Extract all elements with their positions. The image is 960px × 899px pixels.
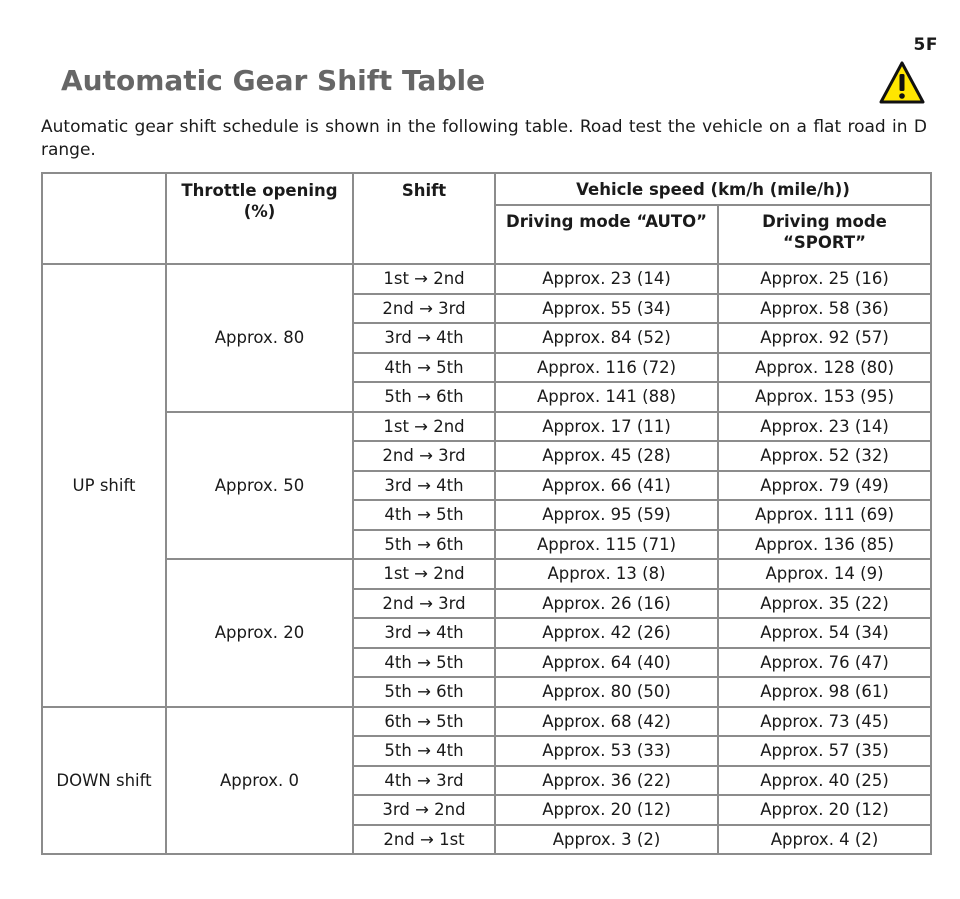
header-vehicle-speed: Vehicle speed (km/h (mile/h)) [495, 173, 931, 205]
sport-speed-cell: Approx. 4 (2) [718, 825, 931, 855]
table-row [42, 707, 931, 737]
throttle-opening-cell: Approx. 20 [166, 559, 353, 707]
shift-cell: 5th → 6th [353, 677, 495, 707]
auto-speed-cell: Approx. 53 (33) [495, 736, 718, 766]
shift-direction-cell: UP shift [42, 264, 166, 707]
sport-speed-cell: Approx. 73 (45) [718, 707, 931, 737]
sport-speed-cell: Approx. 128 (80) [718, 353, 931, 383]
shift-cell: 2nd → 3rd [353, 441, 495, 471]
header-driving-mode-sport: Driving mode “SPORT” [718, 205, 931, 264]
header-driving-mode-auto: Driving mode “AUTO” [495, 205, 718, 264]
sport-speed-cell: Approx. 14 (9) [718, 559, 931, 589]
table-row [42, 412, 931, 442]
sport-speed-cell: Approx. 54 (34) [718, 618, 931, 648]
sport-speed-cell: Approx. 20 (12) [718, 795, 931, 825]
auto-speed-cell: Approx. 68 (42) [495, 707, 718, 737]
shift-cell: 2nd → 3rd [353, 294, 495, 324]
shift-cell: 3rd → 4th [353, 323, 495, 353]
auto-speed-cell: Approx. 26 (16) [495, 589, 718, 619]
table-header [42, 173, 931, 264]
auto-speed-cell: Approx. 66 (41) [495, 471, 718, 501]
header-shift: Shift [353, 173, 495, 264]
sport-speed-cell: Approx. 23 (14) [718, 412, 931, 442]
sport-speed-cell: Approx. 25 (16) [718, 264, 931, 294]
auto-speed-cell: Approx. 17 (11) [495, 412, 718, 442]
auto-speed-cell: Approx. 115 (71) [495, 530, 718, 560]
header-throttle-opening: Throttle opening (%) [166, 173, 353, 264]
shift-cell: 2nd → 3rd [353, 589, 495, 619]
shift-cell: 4th → 5th [353, 500, 495, 530]
shift-direction-cell: DOWN shift [42, 707, 166, 855]
sport-speed-cell: Approx. 40 (25) [718, 766, 931, 796]
auto-speed-cell: Approx. 80 (50) [495, 677, 718, 707]
auto-speed-cell: Approx. 116 (72) [495, 353, 718, 383]
shift-cell: 1st → 2nd [353, 264, 495, 294]
shift-cell: 4th → 5th [353, 353, 495, 383]
shift-cell: 5th → 6th [353, 382, 495, 412]
auto-speed-cell: Approx. 36 (22) [495, 766, 718, 796]
auto-speed-cell: Approx. 20 (12) [495, 795, 718, 825]
auto-speed-cell: Approx. 55 (34) [495, 294, 718, 324]
shift-cell: 4th → 3rd [353, 766, 495, 796]
gear-shift-table [41, 172, 932, 855]
throttle-opening-cell: Approx. 50 [166, 412, 353, 560]
sport-speed-cell: Approx. 52 (32) [718, 441, 931, 471]
auto-speed-cell: Approx. 64 (40) [495, 648, 718, 678]
auto-speed-cell: Approx. 23 (14) [495, 264, 718, 294]
auto-speed-cell: Approx. 42 (26) [495, 618, 718, 648]
sport-speed-cell: Approx. 92 (57) [718, 323, 931, 353]
auto-speed-cell: Approx. 95 (59) [495, 500, 718, 530]
shift-cell: 5th → 4th [353, 736, 495, 766]
auto-speed-cell: Approx. 84 (52) [495, 323, 718, 353]
sport-speed-cell: Approx. 79 (49) [718, 471, 931, 501]
header-blank-cell [42, 173, 166, 264]
sport-speed-cell: Approx. 57 (35) [718, 736, 931, 766]
sport-speed-cell: Approx. 136 (85) [718, 530, 931, 560]
shift-cell: 2nd → 1st [353, 825, 495, 855]
sport-speed-cell: Approx. 153 (95) [718, 382, 931, 412]
sport-speed-cell: Approx. 111 (69) [718, 500, 931, 530]
table-row [42, 264, 931, 294]
shift-cell: 6th → 5th [353, 707, 495, 737]
throttle-opening-cell: Approx. 80 [166, 264, 353, 412]
shift-cell: 1st → 2nd [353, 559, 495, 589]
auto-speed-cell: Approx. 45 (28) [495, 441, 718, 471]
sport-speed-cell: Approx. 35 (22) [718, 589, 931, 619]
auto-speed-cell: Approx. 3 (2) [495, 825, 718, 855]
shift-cell: 3rd → 4th [353, 471, 495, 501]
sport-speed-cell: Approx. 58 (36) [718, 294, 931, 324]
section-code: 5F [913, 35, 938, 55]
table-body [42, 264, 931, 854]
shift-cell: 3rd → 2nd [353, 795, 495, 825]
shift-cell: 5th → 6th [353, 530, 495, 560]
shift-cell: 1st → 2nd [353, 412, 495, 442]
warning-triangle-icon [878, 60, 926, 106]
shift-cell: 4th → 5th [353, 648, 495, 678]
throttle-opening-cell: Approx. 0 [166, 707, 353, 855]
shift-cell: 3rd → 4th [353, 618, 495, 648]
table-row [42, 559, 931, 589]
auto-speed-cell: Approx. 141 (88) [495, 382, 718, 412]
intro-text: Automatic gear shift schedule is shown in the following table. Road test the vehicle on a flat road in D range. [41, 117, 927, 160]
page-title: Automatic Gear Shift Table [61, 64, 486, 97]
sport-speed-cell: Approx. 98 (61) [718, 677, 931, 707]
auto-speed-cell: Approx. 13 (8) [495, 559, 718, 589]
sport-speed-cell: Approx. 76 (47) [718, 648, 931, 678]
